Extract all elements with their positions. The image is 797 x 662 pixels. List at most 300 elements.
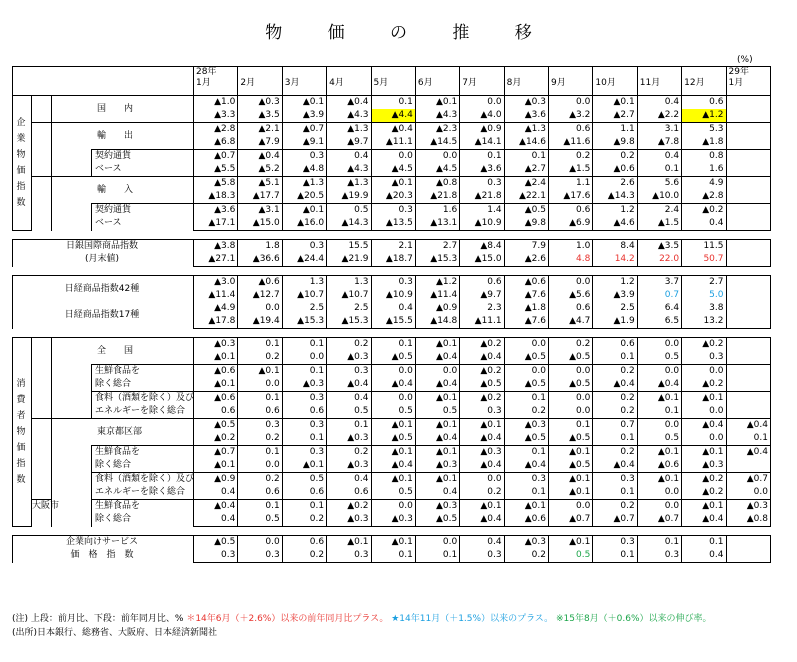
row-label: [92, 500, 194, 527]
value-lower: ▲21.8: [415, 190, 459, 204]
value-lower: 50.7: [682, 253, 726, 267]
value-upper: ▲0.1: [371, 177, 415, 191]
row-label-line2: 除く総合: [95, 460, 132, 470]
value-lower: ▲7.6: [504, 289, 548, 302]
value-upper: ▲0.3: [415, 500, 459, 514]
value-lower: [726, 163, 771, 177]
value-lower: 0.1: [637, 163, 681, 177]
value-lower: [726, 378, 771, 392]
spacer-row: [13, 329, 771, 338]
value-lower: ▲7.8: [637, 136, 681, 150]
value-lower: 0.0: [549, 405, 593, 419]
value-lower: ▲18.3: [194, 190, 238, 204]
value-lower: 0.6: [238, 486, 282, 500]
value-upper: 0.0: [371, 365, 415, 379]
data-row-upper: [13, 123, 771, 137]
data-row-upper: [13, 240, 771, 254]
value-upper: 0.0: [549, 276, 593, 290]
value-lower: 14.2: [593, 253, 637, 267]
value-upper: ▲0.2: [682, 204, 726, 218]
value-upper: [726, 123, 771, 137]
value-upper: ▲0.1: [415, 338, 459, 352]
value-upper: ▲0.1: [415, 96, 459, 110]
month-header: 10月: [593, 67, 637, 96]
value-upper: 0.0: [238, 536, 282, 550]
value-lower: ▲14.3: [593, 190, 637, 204]
value-lower: ▲1.9: [593, 315, 637, 329]
value-lower: ▲6.8: [194, 136, 238, 150]
spacer-row: [13, 267, 771, 276]
value-lower: ▲0.5: [549, 459, 593, 473]
value-lower: 22.0: [637, 253, 681, 267]
value-lower: ▲0.6: [504, 513, 548, 527]
value-upper: 0.3: [282, 419, 326, 433]
value-upper: 0.1: [282, 365, 326, 379]
value-lower: 0.3: [637, 549, 681, 563]
value-upper: ▲0.1: [415, 446, 459, 460]
value-lower: ▲20.5: [282, 190, 326, 204]
value-upper: ▲0.2: [327, 500, 371, 514]
value-upper: ▲8.4: [460, 240, 504, 254]
value-upper: 0.6: [593, 338, 637, 352]
value-upper: 0.1: [504, 150, 548, 164]
row-label-line2: (月末値): [84, 254, 120, 265]
row-label: 輸 出: [52, 123, 194, 150]
value-lower: ▲15.0: [460, 253, 504, 267]
value-upper: ▲3.1: [238, 204, 282, 218]
value-upper: ▲0.3: [504, 536, 548, 550]
value-lower: ▲15.0: [238, 217, 282, 231]
value-upper: 0.1: [637, 536, 681, 550]
value-upper: ▲0.7: [194, 446, 238, 460]
price-table-body: [13, 67, 771, 563]
value-lower: ▲0.5: [504, 351, 548, 365]
value-lower: ▲0.5: [549, 432, 593, 446]
value-lower: ▲0.4: [504, 459, 548, 473]
value-upper: 0.1: [238, 446, 282, 460]
value-upper: ▲5.8: [194, 177, 238, 191]
value-lower: [726, 289, 771, 302]
value-lower: ▲3.2: [549, 109, 593, 123]
value-lower: ▲0.3: [415, 459, 459, 473]
value-upper: 0.3: [593, 536, 637, 550]
value-upper: ▲3.6: [194, 204, 238, 218]
indent-cell: [32, 338, 52, 365]
value-upper: 1.4: [460, 204, 504, 218]
value-lower: ▲0.6: [637, 459, 681, 473]
row-label: [13, 302, 194, 329]
row-label: [13, 276, 194, 303]
value-lower: ▲1.8: [682, 136, 726, 150]
city-label: 大阪市: [32, 500, 52, 527]
value-upper: ▲0.1: [637, 446, 681, 460]
value-upper: 0.2: [238, 473, 282, 487]
data-row-upper: [13, 177, 771, 191]
value-upper: 1.3: [282, 276, 326, 290]
value-lower: 0.1: [593, 351, 637, 365]
value-lower: 0.5: [327, 405, 371, 419]
value-lower: ▲4.8: [282, 163, 326, 177]
indent-cell: [32, 446, 52, 473]
value-lower: ▲9.7: [460, 289, 504, 302]
value-lower: ▲9.8: [593, 136, 637, 150]
row-label-line2: 除く総合: [95, 514, 132, 525]
value-lower: 0.3: [327, 549, 371, 563]
value-upper: ▲0.1: [593, 96, 637, 110]
value-lower: ▲12.7: [238, 289, 282, 302]
value-lower: ▲2.8: [682, 190, 726, 204]
value-lower: ▲0.4: [415, 378, 459, 392]
value-upper: 0.0: [371, 150, 415, 164]
value-lower: ▲0.5: [460, 378, 504, 392]
value-upper: 0.4: [637, 150, 681, 164]
value-upper: 1.1: [593, 123, 637, 137]
value-lower: ▲10.9: [371, 289, 415, 302]
data-row-upper: [13, 392, 771, 406]
spacer-row: [13, 231, 771, 240]
value-upper: 0.2: [593, 446, 637, 460]
value-lower: ▲0.3: [327, 432, 371, 446]
row-label: 全 国: [52, 338, 194, 365]
value-lower: ▲5.5: [194, 163, 238, 177]
value-lower: ▲20.3: [371, 190, 415, 204]
value-upper: ▲0.6: [504, 276, 548, 290]
value-lower: ▲6.9: [549, 217, 593, 231]
value-lower: 0.5: [371, 486, 415, 500]
value-lower: 0.2: [238, 351, 282, 365]
value-lower: [726, 109, 771, 123]
value-upper: ▲0.6: [194, 392, 238, 406]
value-upper: 0.0: [415, 150, 459, 164]
value-lower: ▲15.3: [327, 315, 371, 329]
value-lower: ▲0.4: [682, 513, 726, 527]
month-header: 3月: [282, 67, 326, 96]
value-upper: ▲3.0: [194, 276, 238, 290]
value-lower: 0.0: [726, 486, 771, 500]
value-lower: 0.0: [282, 351, 326, 365]
value-upper: ▲0.1: [460, 500, 504, 514]
value-lower: [726, 136, 771, 150]
value-lower: ▲0.5: [504, 378, 548, 392]
value-upper: 0.0: [504, 338, 548, 352]
value-upper: [726, 240, 771, 254]
value-lower: ▲0.5: [371, 351, 415, 365]
note-line: [12, 612, 712, 626]
indent-cell: [52, 446, 92, 473]
value-upper: 0.3: [282, 240, 326, 254]
value-upper: ▲1.8: [504, 302, 548, 315]
value-lower: 0.4: [194, 513, 238, 527]
value-lower: ▲3.9: [282, 109, 326, 123]
value-upper: ▲1.2: [415, 276, 459, 290]
value-lower: ▲24.4: [282, 253, 326, 267]
row-label-line2: ベース: [95, 164, 122, 174]
data-row-upper: [13, 338, 771, 352]
indent-cell: [32, 365, 52, 392]
value-lower: ▲17.8: [194, 315, 238, 329]
value-lower: ▲0.4: [460, 513, 504, 527]
value-upper: 0.1: [282, 338, 326, 352]
value-upper: [726, 204, 771, 218]
value-lower: 6.5: [637, 315, 681, 329]
value-upper: ▲2.1: [238, 123, 282, 137]
value-lower: 0.0: [682, 405, 726, 419]
value-upper: 6.4: [637, 302, 681, 315]
value-lower: ▲4.6: [593, 217, 637, 231]
value-upper: 0.0: [238, 302, 282, 315]
value-upper: 0.2: [593, 500, 637, 514]
month-header: 5月: [371, 67, 415, 96]
value-lower: 0.1: [415, 549, 459, 563]
value-upper: ▲0.3: [194, 338, 238, 352]
value-lower: ▲1.2: [682, 109, 726, 123]
month-header: 8月: [504, 67, 548, 96]
value-lower: ▲36.6: [238, 253, 282, 267]
value-upper: ▲0.1: [371, 536, 415, 550]
value-lower: ▲0.4: [593, 378, 637, 392]
value-upper: 0.2: [549, 150, 593, 164]
value-upper: ▲0.1: [371, 446, 415, 460]
value-lower: 0.4: [415, 486, 459, 500]
indent-cell: [52, 150, 92, 177]
value-lower: 0.6: [282, 405, 326, 419]
value-upper: 2.6: [593, 177, 637, 191]
value-upper: ▲0.1: [415, 473, 459, 487]
indent-cell: [32, 473, 52, 500]
value-upper: 0.4: [327, 392, 371, 406]
value-lower: 0.4: [194, 486, 238, 500]
value-lower: ▲0.1: [194, 351, 238, 365]
value-upper: ▲5.1: [238, 177, 282, 191]
value-upper: ▲0.1: [504, 500, 548, 514]
value-lower: ▲9.1: [282, 136, 326, 150]
value-upper: ▲0.1: [238, 365, 282, 379]
value-upper: ▲0.1: [637, 392, 681, 406]
value-lower: ▲0.2: [682, 378, 726, 392]
value-lower: 0.6: [194, 405, 238, 419]
value-upper: ▲0.2: [460, 392, 504, 406]
data-row-upper: [13, 446, 771, 460]
data-row-upper: [13, 150, 771, 164]
value-lower: ▲0.4: [415, 351, 459, 365]
row-label-line2: 除く総合: [95, 379, 132, 389]
value-upper: ▲0.7: [282, 123, 326, 137]
row-label-line2: ベース: [95, 218, 122, 229]
value-lower: 0.2: [238, 432, 282, 446]
month-header: 9月: [549, 67, 593, 96]
value-upper: ▲4.9: [194, 302, 238, 315]
indent-cell: [32, 96, 52, 123]
value-lower: ▲0.4: [327, 378, 371, 392]
value-upper: 0.1: [238, 338, 282, 352]
row-label-line1: 日経商品指数42種: [64, 284, 140, 294]
value-upper: ▲2.4: [504, 177, 548, 191]
value-lower: ▲0.1: [194, 459, 238, 473]
value-upper: 0.8: [682, 150, 726, 164]
value-lower: 0.1: [282, 432, 326, 446]
value-lower: [726, 459, 771, 473]
value-upper: 0.1: [504, 392, 548, 406]
value-upper: [726, 276, 771, 290]
value-upper: ▲1.3: [504, 123, 548, 137]
value-upper: ▲0.4: [371, 123, 415, 137]
value-upper: [726, 150, 771, 164]
value-lower: [726, 549, 771, 563]
row-label-line2: エネルギーを除く総合: [95, 406, 186, 416]
indent-cell: [32, 204, 52, 231]
value-upper: 2.7: [682, 276, 726, 290]
value-upper: ▲0.4: [682, 419, 726, 433]
value-upper: 1.8: [238, 240, 282, 254]
value-lower: ▲0.4: [637, 378, 681, 392]
value-upper: ▲0.1: [682, 392, 726, 406]
source-line: (出所)日本銀行、総務省、大阪府、日本経済新聞社: [12, 628, 218, 638]
row-label-line1: 生鮮食品を: [95, 501, 141, 512]
value-upper: 0.2: [593, 392, 637, 406]
indent-cell: [32, 150, 52, 177]
value-upper: 0.3: [327, 365, 371, 379]
value-upper: 0.4: [637, 96, 681, 110]
value-upper: 0.1: [549, 419, 593, 433]
value-lower: ▲0.5: [504, 432, 548, 446]
value-lower: ▲0.3: [282, 378, 326, 392]
data-row-upper: [13, 500, 771, 514]
value-lower: ▲4.3: [327, 163, 371, 177]
value-lower: ▲10.0: [637, 190, 681, 204]
value-lower: 0.1: [593, 432, 637, 446]
data-row-upper: [13, 365, 771, 379]
value-upper: 0.3: [371, 276, 415, 290]
value-lower: ▲3.6: [460, 163, 504, 177]
value-upper: 0.1: [327, 419, 371, 433]
row-label: [13, 536, 194, 563]
value-lower: ▲0.5: [549, 378, 593, 392]
value-upper: 1.0: [549, 240, 593, 254]
value-upper: 4.9: [682, 177, 726, 191]
value-upper: 3.7: [637, 276, 681, 290]
group-label: 消 費 者 物 価 指 数: [13, 338, 32, 527]
value-upper: 0.1: [238, 392, 282, 406]
value-lower: ▲5.6: [549, 289, 593, 302]
value-upper: ▲0.1: [549, 536, 593, 550]
indent-cell: [52, 473, 92, 500]
value-lower: ▲10.7: [282, 289, 326, 302]
value-lower: 0.5: [637, 432, 681, 446]
value-upper: ▲1.3: [327, 177, 371, 191]
value-upper: ▲0.2: [682, 338, 726, 352]
value-upper: 0.0: [371, 392, 415, 406]
value-lower: ▲0.4: [460, 459, 504, 473]
value-upper: [726, 536, 771, 550]
value-lower: ▲0.4: [460, 351, 504, 365]
value-upper: ▲3.5: [637, 240, 681, 254]
value-lower: 0.1: [593, 549, 637, 563]
value-upper: 0.0: [371, 500, 415, 514]
value-lower: ▲3.3: [194, 109, 238, 123]
value-lower: ▲11.6: [549, 136, 593, 150]
value-upper: 0.6: [549, 123, 593, 137]
value-upper: 0.0: [637, 500, 681, 514]
value-lower: 0.4: [682, 217, 726, 231]
value-lower: ▲0.3: [327, 459, 371, 473]
value-upper: ▲3.8: [194, 240, 238, 254]
indent-cell: [32, 123, 52, 150]
value-lower: [726, 351, 771, 365]
value-lower: ▲19.4: [238, 315, 282, 329]
value-lower: ▲11.1: [371, 136, 415, 150]
value-upper: 0.1: [371, 96, 415, 110]
value-lower: ▲17.6: [549, 190, 593, 204]
value-upper: ▲0.1: [415, 392, 459, 406]
value-upper: [726, 302, 771, 315]
value-upper: 0.3: [238, 419, 282, 433]
value-upper: [726, 365, 771, 379]
value-lower: ▲11.4: [194, 289, 238, 302]
value-upper: 1.1: [549, 177, 593, 191]
value-upper: [726, 96, 771, 110]
row-label-line1: 食料（酒類を除く）及び: [95, 474, 195, 484]
row-label-line1: 日経商品指数17種: [64, 310, 140, 321]
value-upper: 0.0: [682, 365, 726, 379]
value-lower: 4.8: [549, 253, 593, 267]
value-upper: 0.6: [682, 96, 726, 110]
value-upper: ▲0.4: [194, 500, 238, 514]
value-upper: ▲0.7: [194, 150, 238, 164]
month-header: 28年 1月: [194, 67, 238, 96]
value-lower: ▲22.1: [504, 190, 548, 204]
value-upper: ▲0.1: [371, 473, 415, 487]
value-upper: ▲0.2: [460, 365, 504, 379]
row-label-line1: 生鮮食品を: [95, 447, 141, 457]
value-upper: 2.3: [460, 302, 504, 315]
value-upper: 0.2: [327, 446, 371, 460]
value-upper: 0.6: [282, 536, 326, 550]
value-upper: 0.1: [504, 446, 548, 460]
row-label: [92, 365, 194, 392]
value-upper: 1.2: [593, 204, 637, 218]
month-header: 6月: [415, 67, 459, 96]
value-lower: ▲0.5: [549, 351, 593, 365]
value-lower: ▲0.3: [682, 459, 726, 473]
header-corner: [13, 67, 194, 96]
value-upper: 0.6: [549, 302, 593, 315]
row-label: 輸 入: [52, 177, 194, 204]
value-lower: ▲18.7: [371, 253, 415, 267]
value-lower: ▲9.7: [327, 136, 371, 150]
value-upper: ▲0.9: [415, 302, 459, 315]
value-lower: ▲2.2: [637, 109, 681, 123]
value-lower: 0.7: [637, 289, 681, 302]
value-upper: 0.0: [637, 419, 681, 433]
value-upper: 2.7: [415, 240, 459, 254]
value-lower: 0.2: [282, 549, 326, 563]
value-upper: 2.5: [327, 302, 371, 315]
value-upper: ▲0.8: [415, 177, 459, 191]
value-lower: [726, 315, 771, 329]
value-lower: ▲1.5: [637, 217, 681, 231]
value-lower: ▲0.4: [415, 432, 459, 446]
note-green: ※15年8月（＋0.6%）以来の伸び率。: [555, 614, 712, 624]
value-upper: ▲2.3: [415, 123, 459, 137]
value-lower: ▲14.1: [460, 136, 504, 150]
value-lower: 0.1: [504, 486, 548, 500]
value-upper: 0.3: [282, 150, 326, 164]
value-lower: 0.1: [371, 549, 415, 563]
data-row-upper: [13, 536, 771, 550]
value-lower: ▲3.5: [238, 109, 282, 123]
value-lower: ▲0.4: [593, 459, 637, 473]
value-upper: ▲0.2: [682, 473, 726, 487]
